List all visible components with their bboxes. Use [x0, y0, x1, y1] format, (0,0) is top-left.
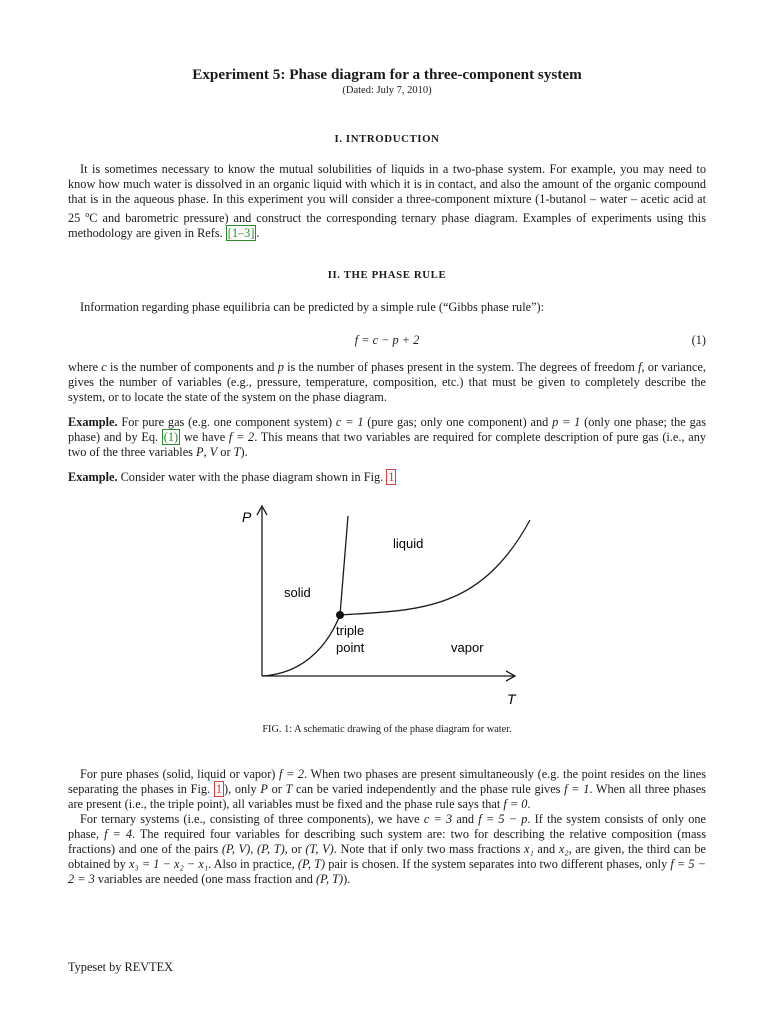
paper-title: Experiment 5: Phase diagram for a three-component system — [192, 66, 582, 83]
sublimation-curve — [262, 615, 340, 676]
label-vapor: vapor — [451, 640, 484, 656]
phase-diagram — [218, 500, 558, 722]
ternary-paragraph: For ternary systems (i.e., consisting of three components), we have c = 3 and f = 5 − p. If the system consists of only one phase, f = 4. The required four variables for describing such system are: two for describing the relative composition (mass fractions) and one of the pairs (P, V), (P, T), or (T, V). Note that if only two mass fractions x₁ and x₂, are given, the third can be obtained by x₃ = 1 − x₂ − x₁. Also in practice, (P, T) pair is chosen. If the system separates into two different phases, only f = 5 − 2 = 3 variables are needed (one mass fraction and (P, T)). — [68, 812, 707, 887]
paper-date: (Dated: July 7, 2010) — [342, 85, 432, 96]
figure-caption: FIG. 1: A schematic drawing of the phase diagram for water. — [262, 724, 512, 736]
label-triple: triple — [336, 623, 365, 639]
where-paragraph: where c is the number of components and p is the number of phases present in the system. The degrees of freedom f, or variance, gives the number of variables (e.g., pressure, temperature, composition, etc.) that must be given to completely describe the system, or to locate the state of the system on the phase diagram. — [68, 360, 707, 405]
page — [68, 62, 706, 887]
section-heading-introduction: I. INTRODUCTION — [334, 133, 440, 145]
example-label: Example. — [68, 415, 118, 430]
axis-label-p: P — [242, 509, 252, 526]
vaporization-curve — [340, 520, 530, 615]
equation-body: f = c − p + 2 — [354, 333, 420, 348]
label-liquid: liquid — [393, 536, 424, 552]
label-solid: solid — [284, 585, 311, 601]
example-1-paragraph: Example. For pure gas (e.g. one component system) c = 1 (pure gas; only one component) and p = 1 (only one phase; the gas phase) and by Eq. (1) we have f = 2. This means that two variables are required for complete description of pure gas (i.e., any two of the three variables P, V or T). — [68, 415, 707, 460]
equation-number: (1) — [691, 333, 706, 348]
degree-superscript: o — [85, 210, 90, 219]
example-2-paragraph: Example. Consider water with the phase diagram shown in Fig. 1 — [68, 470, 395, 485]
phase-rule-intro: Information regarding phase equilibria can be predicted by a simple rule (“Gibbs phase rule”): — [80, 300, 545, 315]
intro-paragraph: It is sometimes necessary to know the mutual solubilities of liquids in a two-phase system. For example, you may need to know how much water is dissolved in an organic liquid with which it is in contact, and also the amount of the organic compound that is in the aqueous phase. In this experiment you will consider a three-component mixture (1-butanol – water – acetic acid at 25 $^o$C and barometric pressure) and construct the corresponding ternary phase diagram. Examples of experiments using this methodology are given in Refs. [1–3] . — [68, 162, 707, 241]
pure-phases-paragraph: For pure phases (solid, liquid or vapor) f = 2. When two phases are present simultaneously (e.g. the point resides on the lines separating the phases in Fig. 1 ), only P or T can be varied independently and the phase rule gives f = 1. When all three phases are present (i.e., the triple point), all variables must be fixed and the phase rule says that f = 0. — [68, 767, 706, 812]
equation-ref-link[interactable]: (1) — [163, 430, 179, 445]
figure-1 — [68, 500, 706, 722]
axis-label-t: T — [507, 691, 516, 708]
footer-typeset: Typeset by REVTEX — [68, 960, 174, 974]
figure-ref-link[interactable]: 1 — [215, 782, 222, 797]
triple-point-marker — [336, 611, 344, 619]
equation-1 — [68, 333, 706, 348]
example-label: Example. — [68, 470, 118, 485]
refs-link[interactable]: [1–3] — [227, 226, 255, 241]
figure-ref-link[interactable]: 1 — [388, 470, 395, 485]
section-heading-phase-rule: II. THE PHASE RULE — [327, 269, 447, 282]
melting-curve — [340, 516, 348, 615]
label-point: point — [336, 640, 365, 656]
